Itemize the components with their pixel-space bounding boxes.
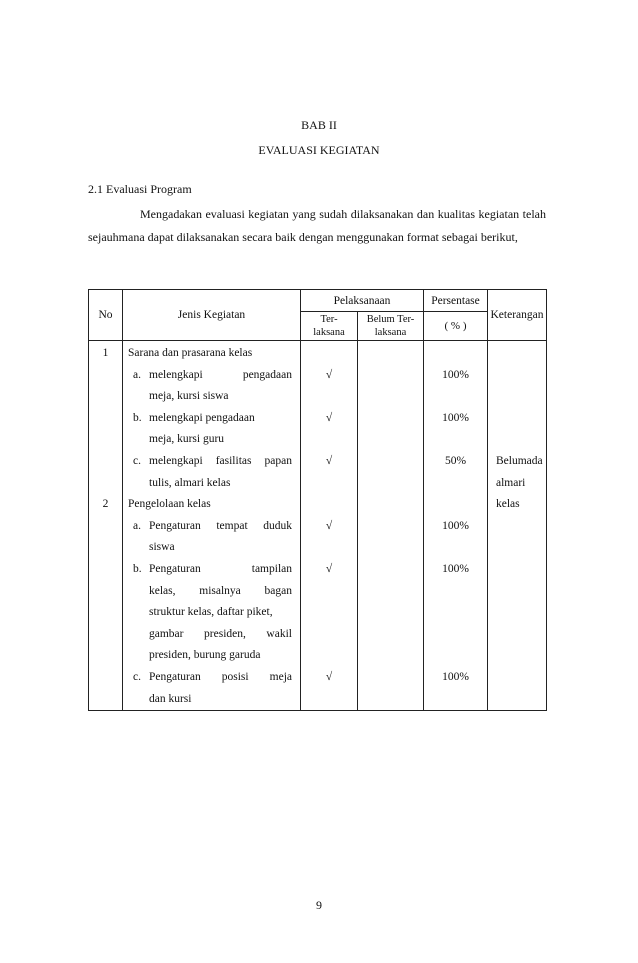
header-jenis: Jenis Kegiatan [123, 290, 301, 341]
header-no: No [89, 290, 123, 341]
note-line: Belum ada [496, 454, 543, 467]
percent-value: 100% [442, 670, 469, 683]
check-mark: √ [325, 562, 333, 575]
header-persen-unit: ( % ) [424, 312, 488, 341]
evaluation-table [88, 289, 547, 711]
list-item-cont: presiden, burung garuda [149, 649, 261, 662]
list-item-cont: meja, kursi guru [149, 433, 225, 446]
list-item: a. Pengaturan tempat duduk [133, 519, 292, 532]
list-item-cont: gambar presiden, wakil [149, 627, 292, 640]
note-line: kelas [496, 498, 520, 511]
percent-value: 100% [442, 562, 469, 575]
list-item: b. melengkapi pengadaan [133, 411, 255, 424]
group-title: Pengelolaan kelas [128, 498, 211, 511]
list-item: c. Pengaturan posisi meja [133, 670, 292, 683]
row-number: 2 [102, 498, 109, 511]
check-mark: √ [325, 454, 333, 467]
belum-column [358, 341, 424, 711]
list-item: c. melengkapi fasilitas papan [133, 454, 292, 467]
list-item: a. melengkapi pengadaan [133, 368, 292, 381]
list-item-cont: struktur kelas, daftar piket, [149, 606, 273, 619]
note-line: almari [496, 476, 526, 489]
percent-value: 100% [442, 368, 469, 381]
row-number: 1 [102, 347, 109, 359]
intro-paragraph: Mengadakan evaluasi kegiatan yang sudah dilaksanakan dan kualitas kegiatan telah sejauhmana dapat dilaksanakan secara baik dengan menggunakan format sebagai berikut, [88, 207, 546, 244]
section-title: 2.1 Evaluasi Program [88, 182, 192, 196]
terlaksana-column [301, 341, 358, 711]
list-item-cont: meja, kursi siswa [149, 390, 229, 403]
check-mark: √ [325, 411, 333, 424]
page-number: 9 [316, 898, 322, 912]
jenis-column [123, 341, 301, 711]
group-title: Sarana dan prasarana kelas [128, 347, 253, 359]
chapter-title: EVALUASI KEGIATAN [258, 143, 380, 157]
list-item-cont: kelas, misalnya bagan [149, 584, 292, 597]
no-column [89, 341, 123, 711]
persentase-column [424, 341, 488, 711]
percent-value: 50% [444, 454, 467, 467]
percent-value: 100% [442, 519, 469, 532]
header-belum: Belum Ter- laksana [358, 312, 424, 341]
list-item: b. Pengaturan tampilan [133, 562, 292, 575]
chapter-label: BAB II [301, 118, 337, 132]
list-item-cont: siswa [149, 541, 175, 554]
header-keterangan: Keterangan [488, 290, 547, 341]
keterangan-column [488, 341, 547, 711]
percent-value: 100% [442, 411, 469, 424]
check-mark: √ [325, 519, 333, 532]
check-mark: √ [325, 670, 333, 683]
check-mark: √ [325, 368, 333, 381]
list-item-cont: dan kursi [149, 692, 192, 705]
header-terlaksana: Ter- laksana [301, 312, 358, 341]
header-persentase: Persentase [424, 290, 488, 312]
list-item-cont: tulis, almari kelas [149, 476, 231, 489]
header-pelaksanaan: Pelaksanaan [301, 290, 424, 312]
